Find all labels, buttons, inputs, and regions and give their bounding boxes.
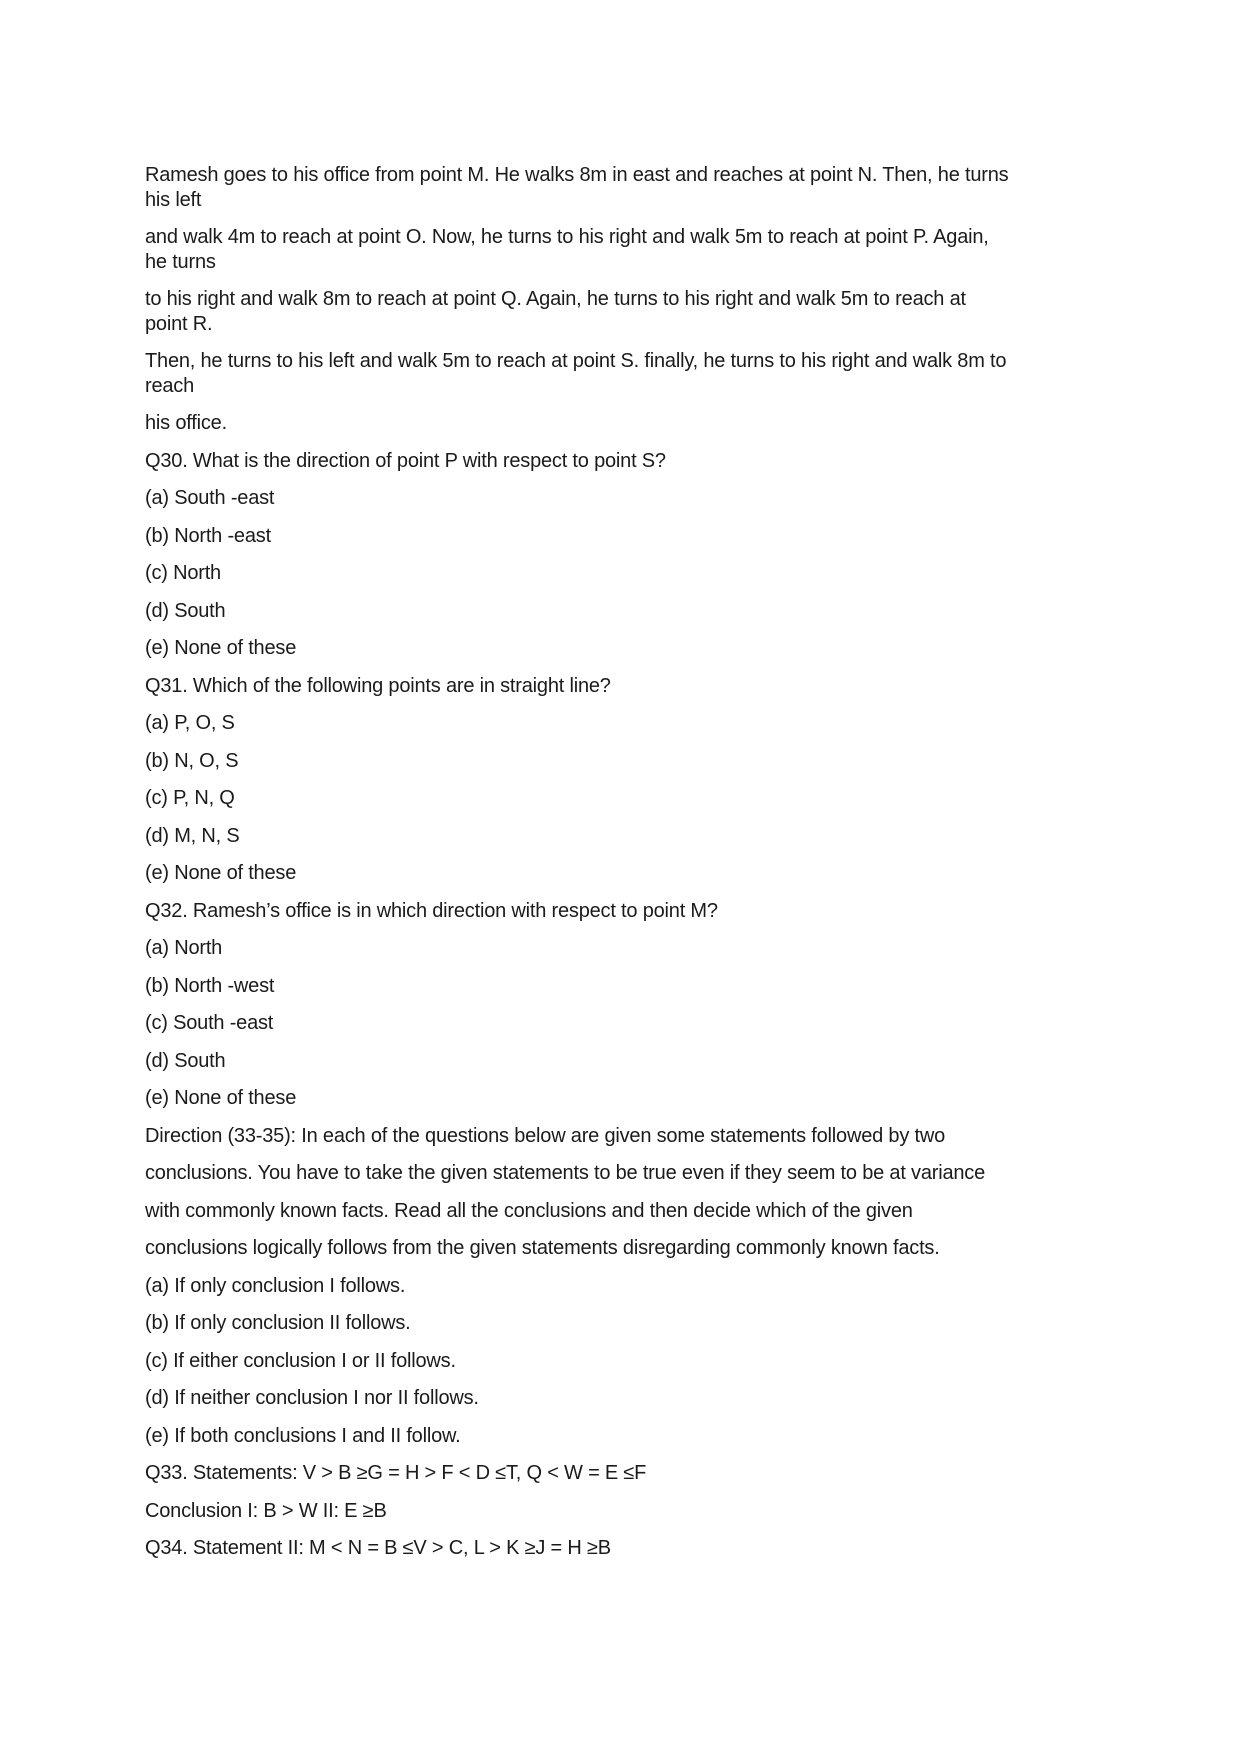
paragraph-line: Ramesh goes to his office from point M. He walks 8m in east and reaches at point N. Then, he turns bbox=[145, 164, 1009, 186]
paragraph-line: reach bbox=[145, 374, 195, 397]
option-line: (b) North -west bbox=[145, 974, 275, 997]
paragraph bbox=[145, 287, 1120, 336]
option-line: (a) South -east bbox=[145, 487, 275, 509]
option-line: (d) If neither conclusion I nor II follows. bbox=[145, 1387, 479, 1409]
document-content bbox=[145, 163, 1120, 1574]
paragraph-line: his left bbox=[145, 188, 202, 211]
option-line: (e) If both conclusions I and II follow. bbox=[145, 1424, 461, 1447]
option-line: (a) P, O, S bbox=[145, 712, 235, 734]
option-line: (b) N, O, S bbox=[145, 749, 239, 772]
paragraph-line: Then, he turns to his left and walk 5m to reach at point S. finally, he turns to his right and walk 8m to bbox=[145, 350, 1007, 372]
option-line: (d) South bbox=[145, 1049, 226, 1072]
direction-line: conclusions logically follows from the given statements disregarding commonly known facts. bbox=[145, 1237, 940, 1259]
option-line: (d) M, N, S bbox=[145, 824, 240, 847]
paragraph bbox=[145, 225, 1120, 274]
paragraph bbox=[145, 349, 1120, 398]
direction-line: Direction (33-35): In each of the questions below are given some statements followed by two bbox=[145, 1124, 946, 1147]
option-line: (c) P, N, Q bbox=[145, 787, 235, 809]
option-line: (b) North -east bbox=[145, 524, 271, 547]
direction-line: conclusions. You have to take the given statements to be true even if they seem to be at variance bbox=[145, 1162, 986, 1184]
conclusion-line: Conclusion I: B > W II: E ≥B bbox=[145, 1499, 387, 1522]
option-line: (a) North bbox=[145, 937, 223, 959]
paragraph-line: and walk 4m to reach at point O. Now, he turns to his right and walk 5m to reach at point P. Again, bbox=[145, 226, 989, 248]
option-line: (e) None of these bbox=[145, 637, 297, 659]
paragraph bbox=[145, 163, 1120, 212]
question-line: Q30. What is the direction of point P with respect to point S? bbox=[145, 449, 666, 472]
question-line: Q34. Statement II: M < N = B ≤V > C, L > K ≥J = H ≥B bbox=[145, 1537, 611, 1559]
paragraph-line: he turns bbox=[145, 250, 216, 273]
option-line: (c) North bbox=[145, 562, 221, 584]
option-line: (b) If only conclusion II follows. bbox=[145, 1312, 411, 1334]
question-line: Q31. Which of the following points are in straight line? bbox=[145, 674, 611, 697]
option-line: (e) None of these bbox=[145, 1087, 297, 1109]
option-line: (c) South -east bbox=[145, 1012, 274, 1034]
paragraph-line: his office. bbox=[145, 412, 227, 434]
option-line: (a) If only conclusion I follows. bbox=[145, 1274, 406, 1297]
paragraph-line: point R. bbox=[145, 312, 213, 335]
question-line: Q33. Statements: V > B ≥G = H > F < D ≤T, Q < W = E ≤F bbox=[145, 1462, 647, 1484]
question-line: Q32. Ramesh’s office is in which direction with respect to point M? bbox=[145, 899, 718, 922]
direction-line: with commonly known facts. Read all the conclusions and then decide which of the given bbox=[145, 1199, 913, 1222]
option-line: (e) None of these bbox=[145, 862, 297, 884]
option-line: (c) If either conclusion I or II follows. bbox=[145, 1349, 456, 1372]
paragraph-line: to his right and walk 8m to reach at point Q. Again, he turns to his right and walk 5m to reach at bbox=[145, 288, 966, 310]
option-line: (d) South bbox=[145, 599, 226, 622]
